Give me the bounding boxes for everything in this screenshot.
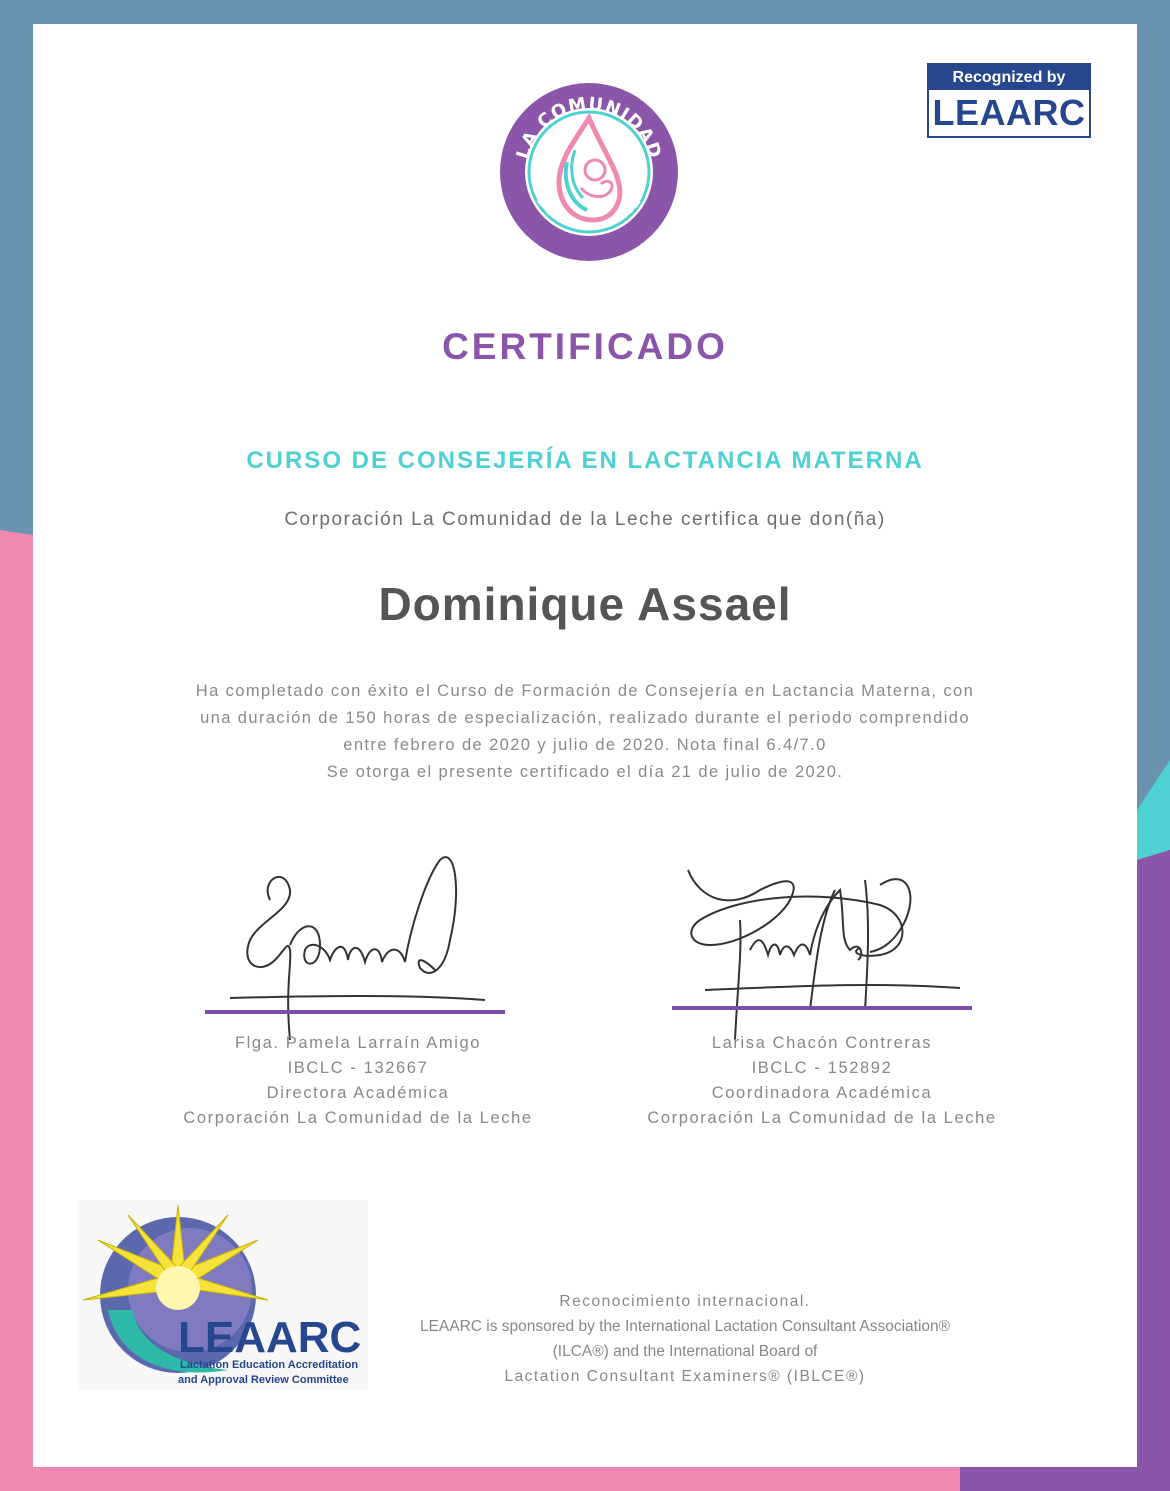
footer-line: Reconocimiento internacional.: [559, 1293, 811, 1310]
signatory-1: [148, 1031, 568, 1131]
body-line: una duración de 150 horas de especialización, realizado durante el periodo comprendido: [200, 709, 970, 727]
leaarc-logo-line1: Lactation Education Accreditation: [180, 1359, 359, 1371]
signatory-role: Directora Académica: [266, 1084, 450, 1102]
signature-line-2: [672, 1006, 972, 1010]
leaarc-logo-line2: and Approval Review Committee: [178, 1374, 349, 1386]
leaarc-logo-name: LEAARC: [178, 1313, 362, 1362]
signatory-org: Corporación La Comunidad de la Leche: [647, 1109, 997, 1127]
body-line: entre febrero de 2020 y julio de 2020. Nota final 6.4/7.0: [343, 736, 827, 754]
certificate-body: [135, 678, 1035, 786]
recipient-name: Dominique Assael: [378, 578, 792, 630]
badge-top-text: Recognized by: [929, 65, 1089, 90]
comunidad-leche-logo: [497, 80, 681, 264]
body-line: Ha completado con éxito el Curso de Formación de Consejería en Lactancia Materna, con: [195, 682, 975, 700]
signatory-role: Coordinadora Académica: [711, 1084, 933, 1102]
footer-recognition: [385, 1289, 985, 1389]
signatory-2: [612, 1031, 1032, 1131]
signature-line-1: [205, 1010, 505, 1014]
signatory-id: IBCLC - 152892: [751, 1059, 893, 1077]
signature-1: [230, 850, 510, 1050]
footer-line: Lactation Consultant Examiners® (IBLCE®): [504, 1368, 866, 1385]
recognized-badge: [927, 63, 1091, 138]
badge-main-text: LEAARC: [932, 92, 1086, 133]
course-title: CURSO DE CONSEJERÍA EN LACTANCIA MATERNA: [246, 447, 924, 474]
certify-intro: Corporación La Comunidad de la Leche certifica que don(ña): [284, 509, 886, 530]
signature-2: [680, 860, 970, 1050]
logo-top-text: LA COMUNIDAD: [512, 93, 666, 162]
signatory-name: Flga. Pamela Larraín Amigo: [234, 1034, 482, 1052]
signatory-org: Corporación La Comunidad de la Leche: [183, 1109, 533, 1127]
signatory-name: Larisa Chacón Contreras: [711, 1034, 933, 1052]
logo-bottom-text: DE LA LECHE: [532, 190, 646, 234]
signatory-id: IBCLC - 132667: [287, 1059, 429, 1077]
body-line: Se otorga el presente certificado el día 21 de julio de 2020.: [326, 763, 844, 781]
footer-line: LEAARC is sponsored by the International Lactation Consultant Association®: [419, 1318, 951, 1335]
footer-line: (ILCA®) and the International Board of: [552, 1343, 818, 1360]
leaarc-logo: [78, 1200, 368, 1390]
certificate-title: CERTIFICADO: [442, 326, 728, 367]
